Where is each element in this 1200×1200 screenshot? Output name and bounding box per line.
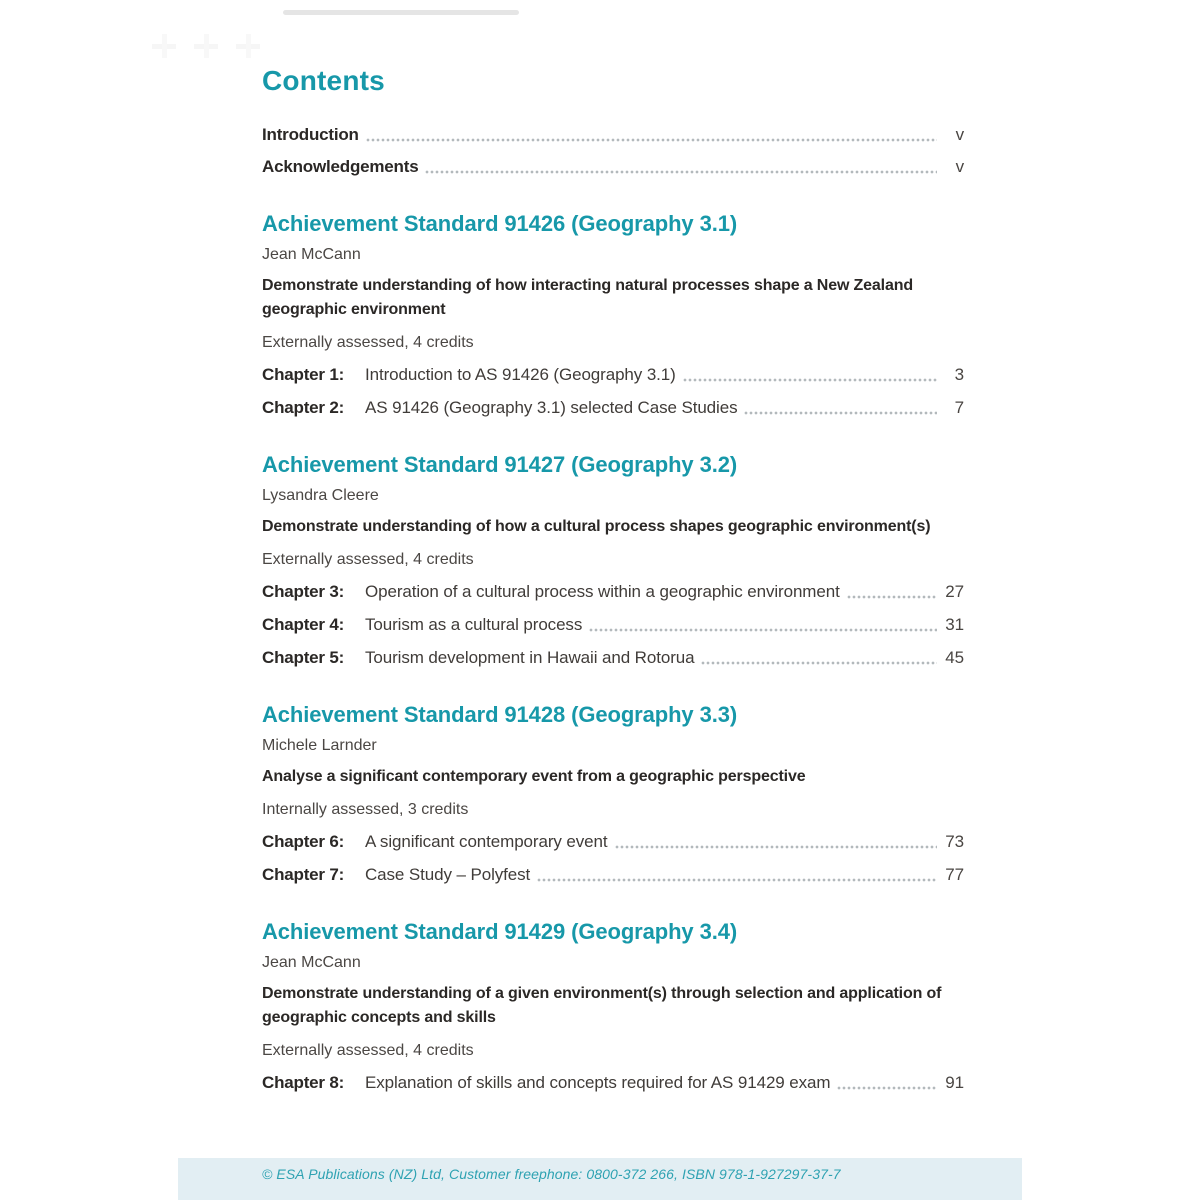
toc-entry-chapter-4 — [262, 614, 964, 636]
section-description: Demonstrate understanding of how interacting natural processes shape a New Zealand geographic environment — [262, 277, 913, 318]
section-author: Jean McCann — [262, 246, 361, 263]
section-author: Lysandra Cleere — [262, 487, 379, 504]
section-assessment: Internally assessed, 3 credits — [262, 801, 469, 818]
page-number: v — [955, 125, 964, 144]
dotted-leader — [744, 409, 937, 416]
toc-entry-chapter-7 — [262, 864, 964, 886]
scan-artifact-marks — [152, 34, 260, 58]
chapter-label: Chapter 8: — [262, 1073, 345, 1092]
dotted-leader — [366, 136, 937, 143]
chapter-label: Chapter 2: — [262, 398, 345, 417]
toc-entry-acknowledgements — [262, 156, 964, 178]
section-heading: Achievement Standard 91429 (Geography 3.4) — [262, 919, 738, 944]
chapter-label: Chapter 1: — [262, 365, 345, 384]
registration-mark — [152, 34, 176, 58]
page-number: 27 — [945, 582, 964, 601]
toc-entry-chapter-2 — [262, 397, 964, 419]
entry-label: Introduction — [262, 125, 359, 144]
chapter-label: Chapter 6: — [262, 832, 345, 851]
page-number: 3 — [954, 365, 964, 384]
toc-entry-chapter-1 — [262, 364, 964, 386]
chapter-title: Introduction to AS 91426 (Geography 3.1) — [365, 365, 676, 384]
page-number: 7 — [954, 398, 964, 417]
section-assessment: Externally assessed, 4 credits — [262, 334, 474, 351]
toc-entry-chapter-8 — [262, 1072, 964, 1094]
section-heading: Achievement Standard 91426 (Geography 3.1) — [262, 211, 738, 236]
entry-label: Acknowledgements — [262, 157, 419, 176]
dotted-leader — [589, 626, 937, 633]
toc-entry-chapter-6 — [262, 831, 964, 853]
dotted-leader — [425, 168, 937, 175]
footer-imprint: © ESA Publications (NZ) Ltd, Customer freephone: 0800-372 266, ISBN 978-1-927297-37-7 — [262, 1166, 841, 1182]
chapter-title: Tourism development in Hawaii and Rotorua — [365, 648, 695, 667]
section-as91429 — [262, 919, 964, 1094]
chapter-title: A significant contemporary event — [365, 832, 608, 851]
page-number: 73 — [945, 832, 964, 851]
section-as91427 — [262, 452, 964, 669]
chapter-title: Explanation of skills and concepts required for AS 91429 exam — [365, 1073, 831, 1092]
dotted-leader — [701, 659, 937, 666]
dotted-leader — [537, 876, 937, 883]
registration-mark — [194, 34, 218, 58]
chapter-label: Chapter 4: — [262, 615, 345, 634]
page-number: v — [955, 157, 964, 176]
chapter-label: Chapter 5: — [262, 648, 345, 667]
page-title: Contents — [262, 65, 385, 96]
registration-mark — [236, 34, 260, 58]
page-number: 77 — [945, 865, 964, 884]
toc-entry-introduction — [262, 124, 964, 146]
section-assessment: Externally assessed, 4 credits — [262, 551, 474, 568]
page-number: 45 — [945, 648, 964, 667]
section-author: Jean McCann — [262, 954, 361, 971]
section-as91426 — [262, 211, 964, 419]
dotted-leader — [615, 843, 938, 850]
footer-band — [178, 1158, 1022, 1200]
chapter-title: Tourism as a cultural process — [365, 615, 583, 634]
dotted-leader — [683, 376, 937, 383]
section-description: Analyse a significant contemporary event from a geographic perspective — [262, 768, 806, 785]
toc-entry-chapter-5 — [262, 647, 964, 669]
table-of-contents — [262, 0, 964, 1094]
section-as91428 — [262, 702, 964, 886]
section-description: Demonstrate understanding of how a cultural process shapes geographic environment(s) — [262, 518, 931, 535]
chapter-title: Case Study – Polyfest — [365, 865, 531, 884]
section-heading: Achievement Standard 91428 (Geography 3.3) — [262, 702, 738, 727]
chapter-title: Operation of a cultural process within a geographic environment — [365, 582, 840, 601]
chapter-title: AS 91426 (Geography 3.1) selected Case Studies — [365, 398, 738, 417]
page-number: 31 — [945, 615, 964, 634]
chapter-label: Chapter 3: — [262, 582, 345, 601]
section-author: Michele Larnder — [262, 737, 377, 754]
dotted-leader — [837, 1084, 937, 1091]
chapter-label: Chapter 7: — [262, 865, 345, 884]
toc-entry-chapter-3 — [262, 581, 964, 603]
section-assessment: Externally assessed, 4 credits — [262, 1042, 474, 1059]
section-description: Demonstrate understanding of a given environment(s) through selection and application of geographic concepts and skills — [262, 985, 942, 1026]
section-heading: Achievement Standard 91427 (Geography 3.2) — [262, 452, 738, 477]
page-number: 91 — [945, 1073, 964, 1092]
dotted-leader — [847, 593, 937, 600]
